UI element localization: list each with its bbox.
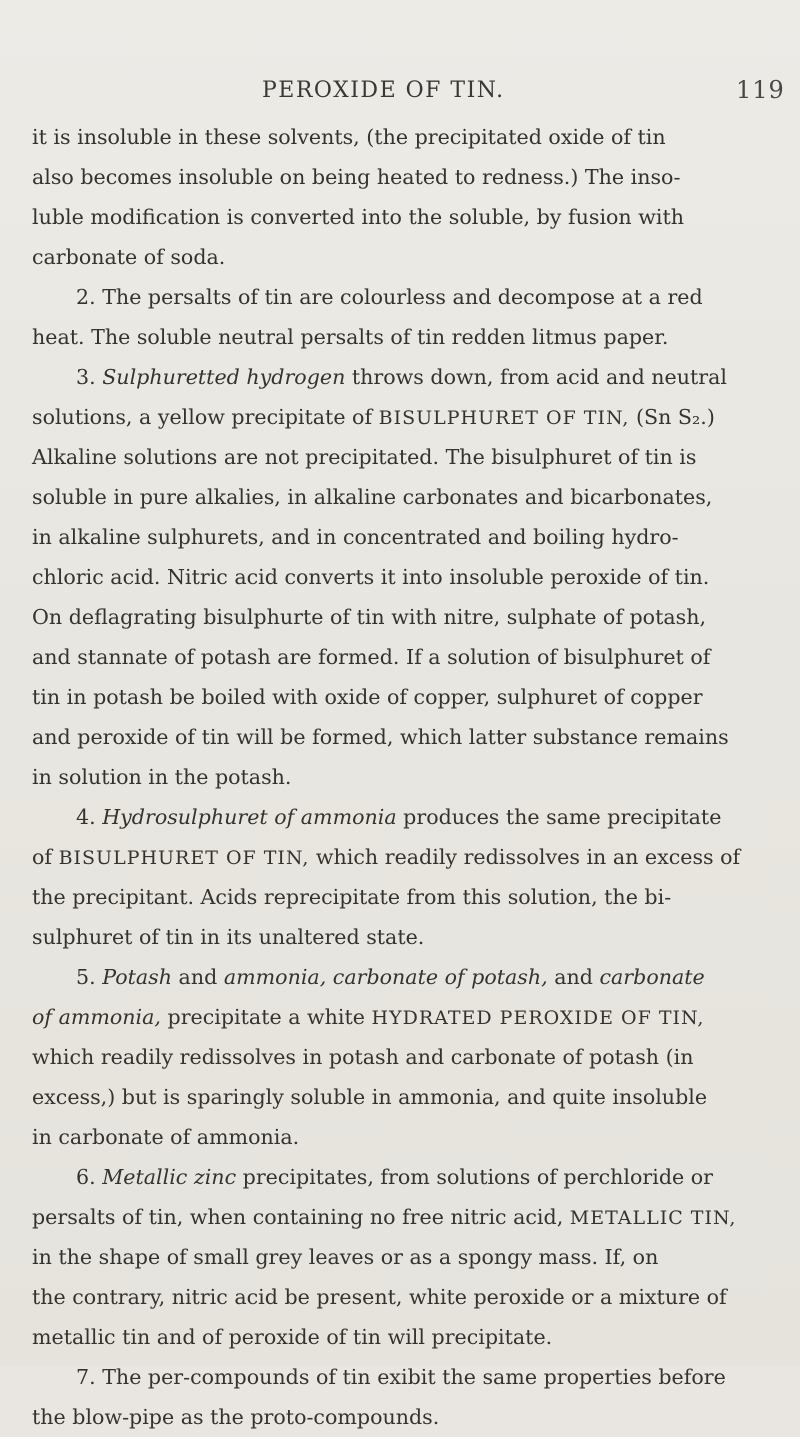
text-line bbox=[32, 397, 800, 437]
text-line: On deflagrating bisulphurte of tin with nitre, sulphate of potash, bbox=[32, 605, 707, 629]
text-line: Alkaline solutions are not precipitated. The bisulphuret of tin is bbox=[32, 445, 697, 469]
line-text: which readily redissolves in an excess of bbox=[309, 845, 741, 869]
text-line: in carbonate of ammonia. bbox=[32, 1125, 300, 1149]
text-line: in the shape of small grey leaves or as a spongy mass. If, on bbox=[32, 1245, 659, 1269]
text-line: in alkaline sulphurets, and in concentrated and boiling hydro- bbox=[32, 525, 679, 549]
reagent-name: carbonate bbox=[599, 965, 705, 989]
paragraph-start-line: 2. The persalts of tin are colourless and decompose at a red bbox=[76, 285, 703, 309]
item-number: 6. bbox=[76, 1165, 103, 1189]
formula: (Sn S₂.) bbox=[629, 405, 715, 429]
text-line: in solution in the potash. bbox=[32, 765, 292, 789]
compound-name: BISULPHURET OF TIN, bbox=[58, 847, 310, 869]
text-line: the contrary, nitric acid be present, white peroxide or a mixture of bbox=[32, 1285, 727, 1309]
page-number: 119 bbox=[736, 76, 785, 104]
paragraph-start-line bbox=[32, 797, 800, 837]
line-text: and bbox=[547, 965, 600, 989]
compound-name: HYDRATED PEROXIDE OF TIN, bbox=[371, 1007, 705, 1029]
text-line: sulphuret of tin in its unaltered state. bbox=[32, 925, 425, 949]
line-text: and bbox=[172, 965, 224, 989]
reagent-name: ammonia, carbonate of potash, bbox=[223, 965, 548, 989]
line-text: produces the same precipitate bbox=[396, 805, 722, 829]
text-line: chloric acid. Nitric acid converts it into insoluble peroxide of tin. bbox=[32, 565, 710, 589]
reagent-name: of ammonia, bbox=[32, 1005, 161, 1029]
item-number: 3. bbox=[76, 365, 103, 389]
paragraph-start-line: 7. The per-compounds of tin exibit the same properties before bbox=[76, 1365, 726, 1389]
line-text: precipitates, from solutions of perchloride or bbox=[236, 1165, 713, 1189]
text-line: and peroxide of tin will be formed, which latter substance remains bbox=[32, 725, 729, 749]
running-title: PEROXIDE OF TIN. bbox=[262, 78, 505, 103]
text-line bbox=[32, 1197, 800, 1237]
compound-name: BISULPHURET OF TIN, bbox=[378, 407, 630, 429]
text-line: soluble in pure alkalies, in alkaline carbonates and bicarbonates, bbox=[32, 485, 713, 509]
text-line: carbonate of soda. bbox=[32, 245, 226, 269]
compound-name: METALLIC TIN, bbox=[569, 1207, 737, 1229]
text-line: luble modification is converted into the soluble, by fusion with bbox=[32, 205, 684, 229]
item-number: 4. bbox=[76, 805, 103, 829]
line-text: throws down, from acid and neutral bbox=[345, 365, 727, 389]
text-line: the precipitant. Acids reprecipitate from this solution, the bi- bbox=[32, 885, 672, 909]
text-line: excess,) but is sparingly soluble in ammonia, and quite insoluble bbox=[32, 1085, 708, 1109]
text-line: tin in potash be boiled with oxide of copper, sulphuret of copper bbox=[32, 685, 703, 709]
line-text: of bbox=[32, 845, 59, 869]
text-line: it is insoluble in these solvents, (the precipitated oxide of tin bbox=[32, 125, 666, 149]
reagent-name: Potash bbox=[102, 965, 173, 989]
page-header bbox=[0, 78, 800, 114]
reagent-name: Sulphuretted hydrogen bbox=[102, 365, 346, 389]
line-text: precipitate a white bbox=[160, 1005, 372, 1029]
paragraph-start-line bbox=[32, 1157, 800, 1197]
line-text: solutions, a yellow precipitate of bbox=[32, 405, 379, 429]
item-number: 5. bbox=[76, 965, 103, 989]
text-line: metallic tin and of peroxide of tin will precipitate. bbox=[32, 1325, 553, 1349]
line-text: persalts of tin, when containing no free nitric acid, bbox=[32, 1205, 570, 1229]
reagent-name: Metallic zinc bbox=[102, 1165, 237, 1189]
text-line: which readily redissolves in potash and carbonate of potash (in bbox=[32, 1045, 694, 1069]
text-line: the blow-pipe as the proto-compounds. bbox=[32, 1405, 440, 1429]
text-line bbox=[32, 997, 800, 1037]
text-line: heat. The soluble neutral persalts of tin redden litmus paper. bbox=[32, 325, 669, 349]
text-line: also becomes insoluble on being heated to redness.) The inso- bbox=[32, 165, 681, 189]
text-line bbox=[32, 837, 800, 877]
text-line: and stannate of potash are formed. If a solution of bisulphuret of bbox=[32, 645, 711, 669]
paragraph-start-line bbox=[32, 357, 800, 397]
reagent-name: Hydrosulphuret of ammonia bbox=[102, 805, 397, 829]
body-text bbox=[32, 117, 800, 1437]
paragraph-start-line bbox=[32, 957, 800, 997]
